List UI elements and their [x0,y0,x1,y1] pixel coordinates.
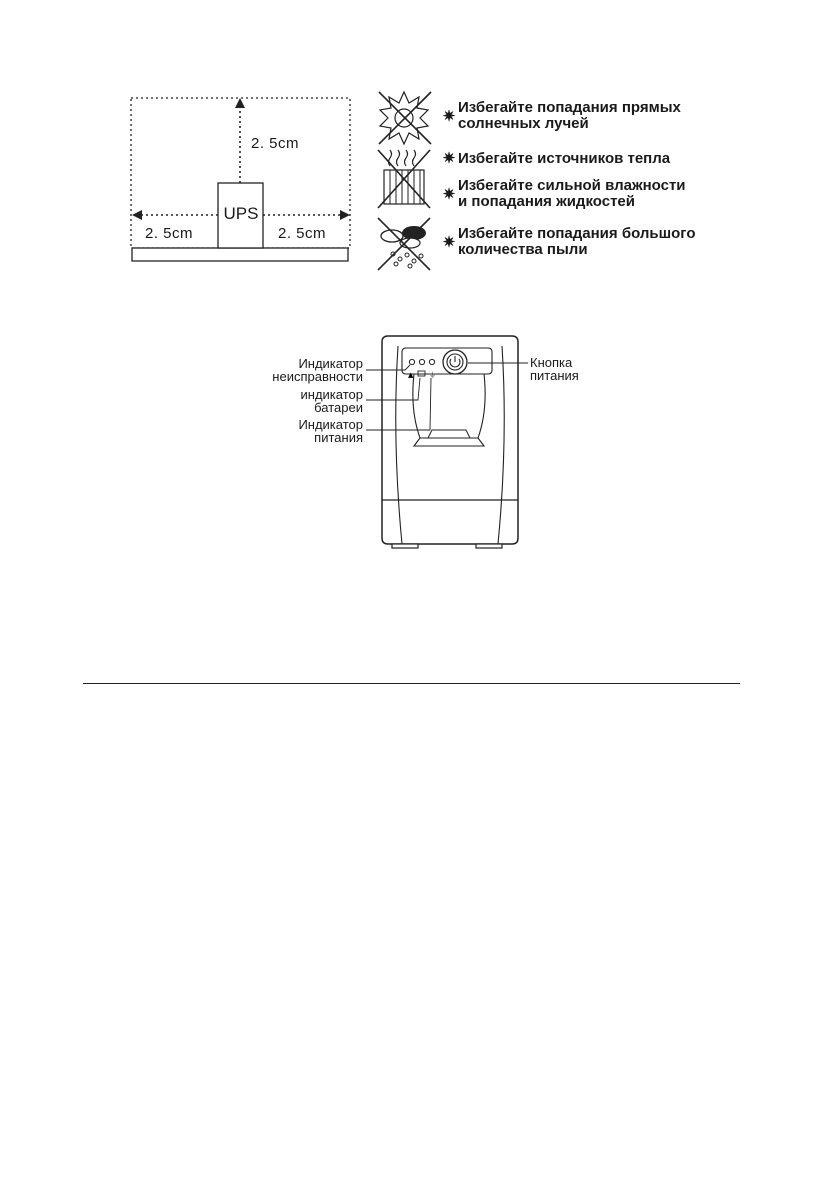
warning-line: количества пыли [458,241,588,258]
no-dust-icon [378,218,430,270]
power-indicator-label [236,418,363,444]
bullet-star-icon: ✷ [442,234,456,251]
ups-foot-right [476,544,502,548]
callout-line: питания [314,430,363,445]
bullet-star-icon: ✷ [442,108,456,125]
no-sun-icon [379,92,431,144]
no-heat-moisture-icon [378,150,430,208]
power-led [429,359,434,364]
bullet-star-icon: ✷ [442,150,456,167]
callout-line: батареи [314,400,363,415]
ups-foot-left [392,544,418,548]
power-button-label [530,356,640,382]
callout-line: индикатор [300,387,363,402]
battery-led [419,359,424,364]
fault-indicator-label [236,357,363,383]
ups-label: UPS [223,204,259,223]
warning-line: и попадания жидкостей [458,193,635,210]
fault-led-symbol: ▲ [408,371,414,379]
warning-line: солнечных лучей [458,115,589,132]
bullet-star-icon: ✷ [442,186,456,203]
right-distance-label: 2. 5cm [278,225,327,242]
page-divider [83,683,740,684]
left-distance-label: 2. 5cm [145,225,194,242]
warning-line: Избегайте источников тепла [458,150,671,167]
callout-line: Индикатор [298,417,363,432]
ups-front-panel-drawing [0,330,839,560]
battery-indicator-label [236,388,363,414]
top-distance-label: 2. 5cm [251,135,300,152]
callout-line: неисправности [272,369,363,384]
fault-led [409,359,414,364]
warning-line: Избегайте попадания прямых [458,99,681,116]
callout-line: питания [530,368,579,383]
callout-line: Кнопка [530,355,573,370]
callout-line: Индикатор [298,356,363,371]
warning-line: Избегайте попадания большого [458,225,696,242]
power-led-symbol: ⏚ [429,371,436,379]
warning-line: Избегайте сильной влажности [458,177,686,194]
